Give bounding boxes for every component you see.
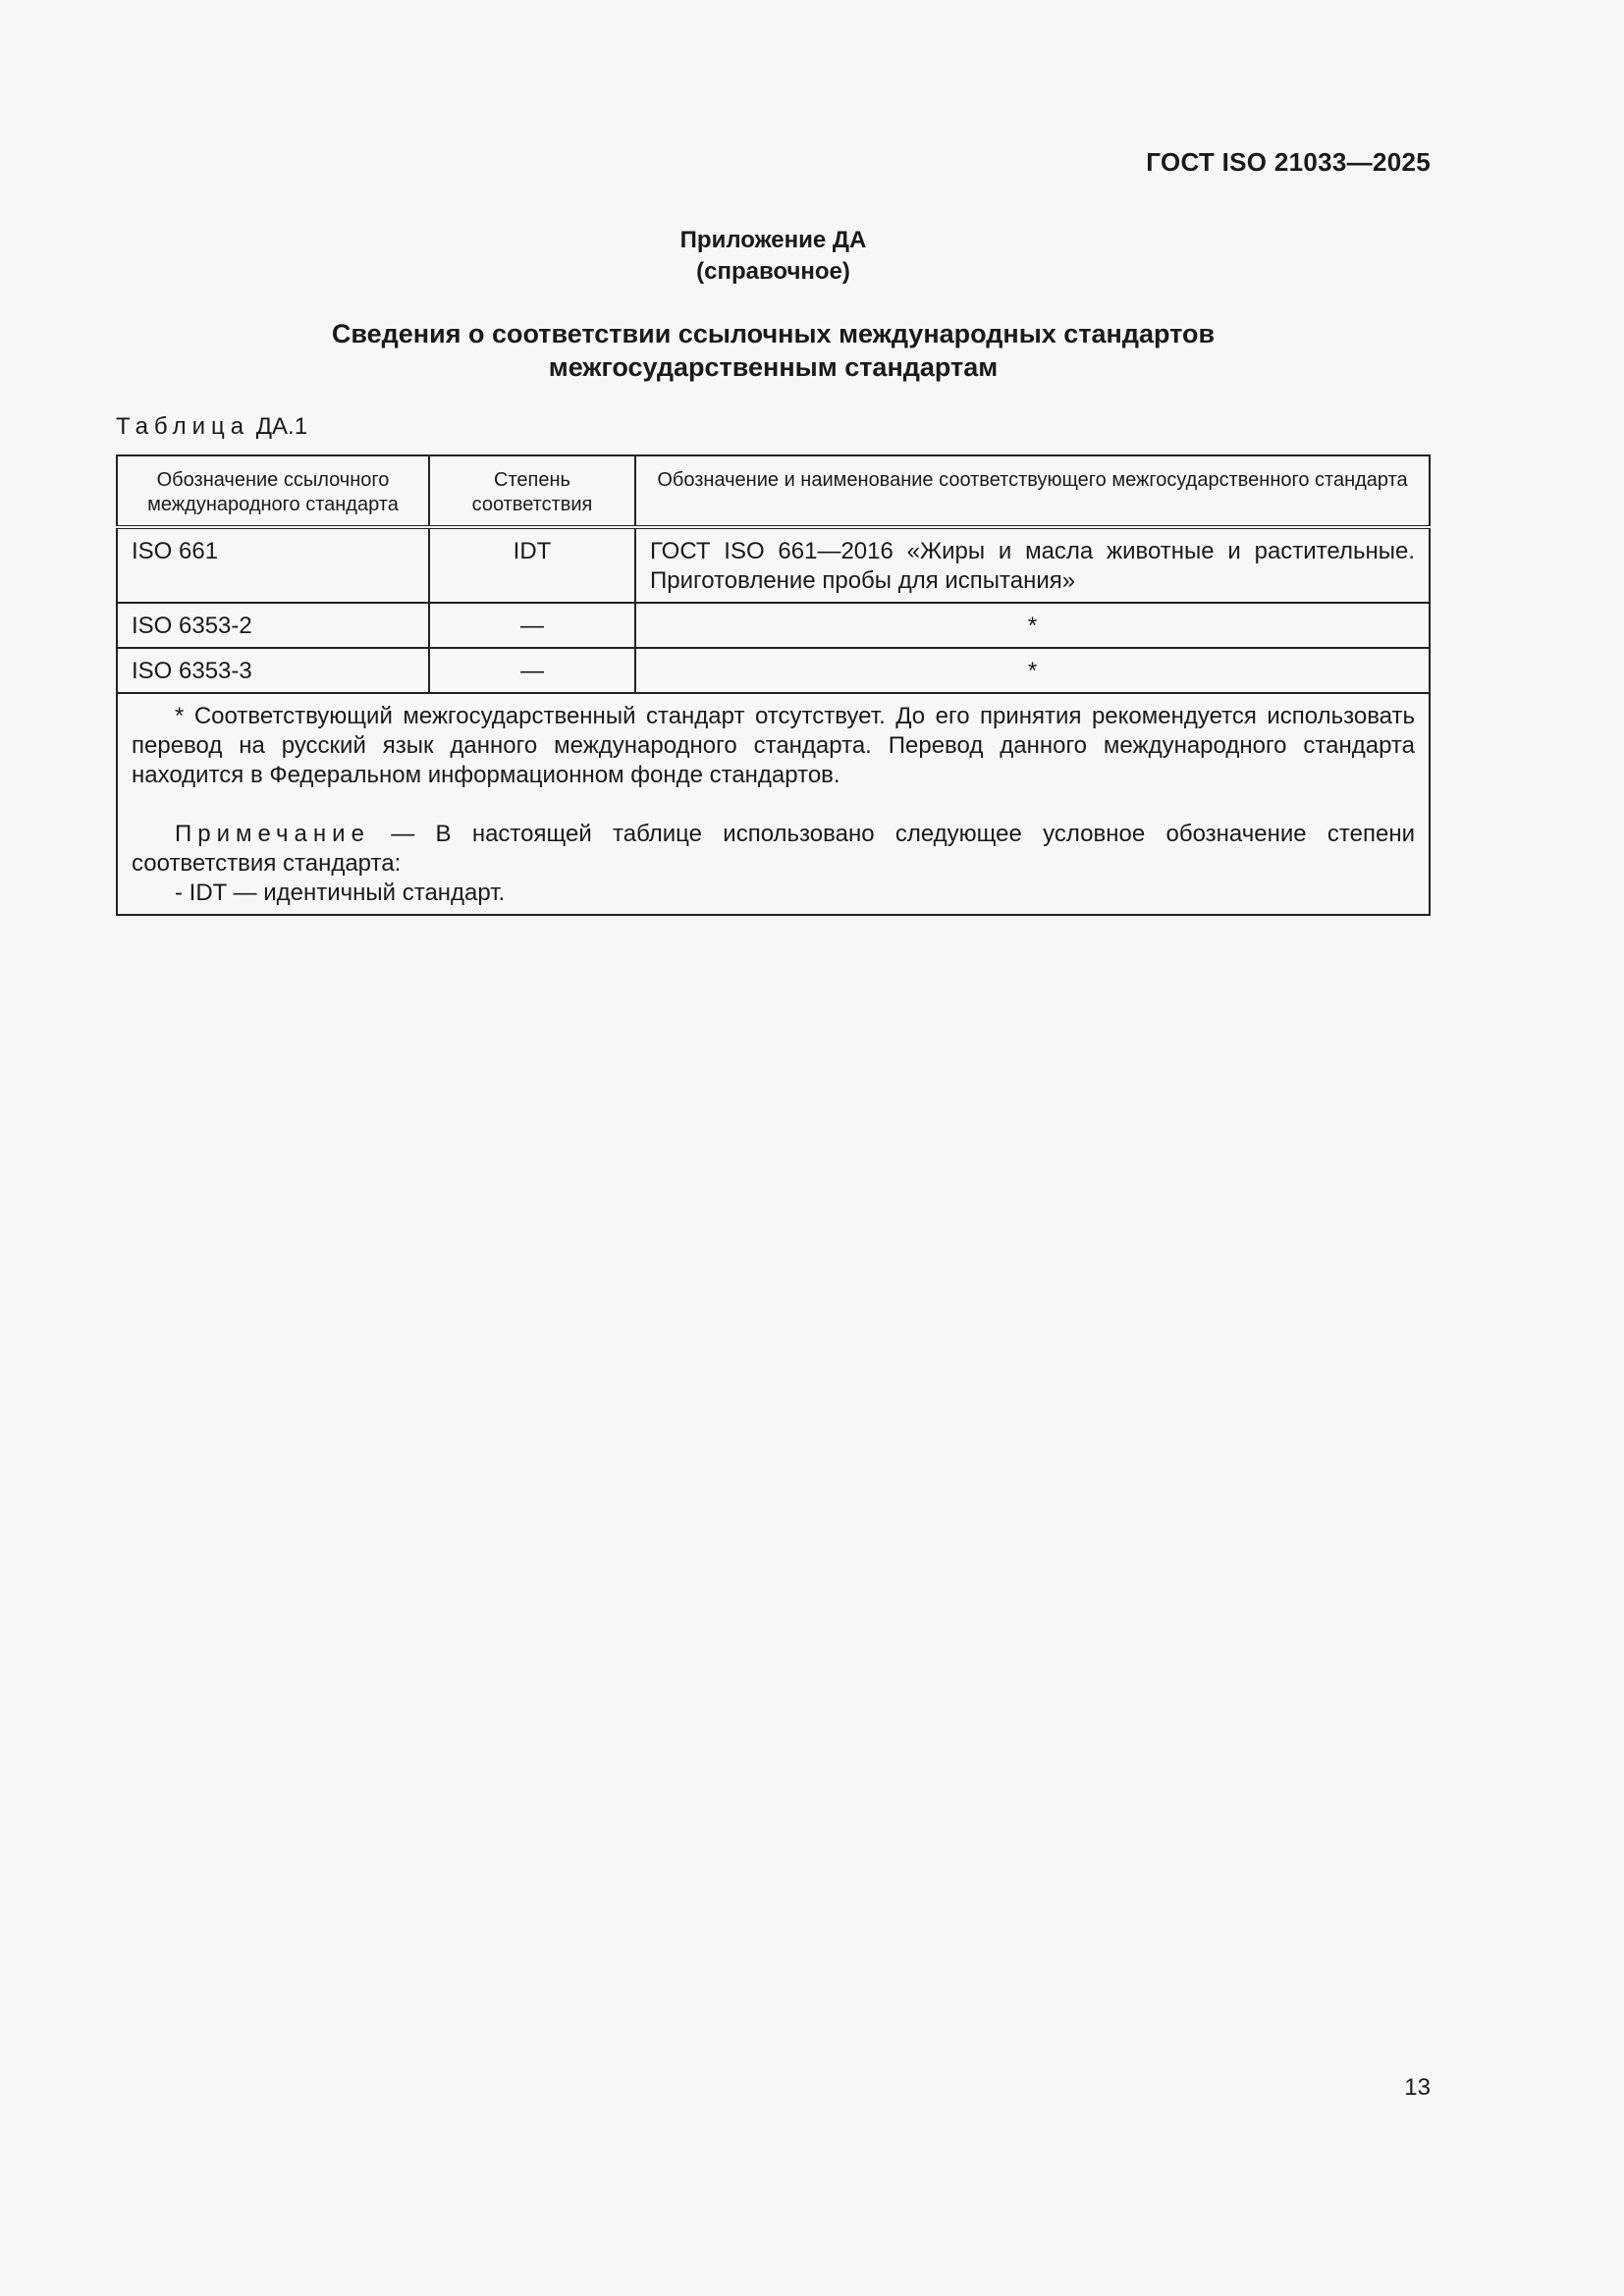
table-footer — [117, 693, 1430, 915]
cell-national-standard: ГОСТ ISO 661—2016 «Жиры и масла животные и растительные. Приготовление пробы для испытания» — [635, 527, 1430, 603]
section-title-line-2: межгосударственным стандартам — [548, 352, 999, 382]
cell-designation: ISO 661 — [117, 527, 429, 603]
note-label: Примечание — [175, 821, 370, 847]
table-footer-row — [117, 693, 1430, 915]
table-row — [117, 603, 1430, 648]
header-international-standard: Обозначение ссылочного международного стандарта — [117, 455, 429, 527]
standards-table — [116, 454, 1431, 916]
table-row — [117, 527, 1430, 603]
note-list-item: - IDT — идентичный стандарт. — [175, 880, 506, 906]
header-interstate-standard: Обозначение и наименование соответствующего межгосударственного стандарта — [635, 455, 1430, 527]
header-degree: Степень соответствия — [429, 455, 635, 527]
document-code: ГОСТ ISO 21033—2025 — [1146, 147, 1431, 177]
cell-degree: IDT — [429, 527, 635, 603]
section-title — [0, 317, 1546, 384]
table-footnote: * Соответствующий межгосударственный стандарт отсутствует. До его принятия рекомендуется использовать перевод на русский язык данного международного стандарта. Перевод данного международного стандарта находится в Федеральном информационном фонде стандартов. — [132, 703, 1415, 788]
cell-national-standard: * — [635, 648, 1430, 693]
table-caption — [116, 413, 307, 441]
cell-degree: — — [429, 648, 635, 693]
table-note — [132, 820, 1415, 879]
section-title-line-1: Сведения о соответствии ссылочных международных стандартов — [331, 319, 1216, 348]
appendix-kind: (справочное) — [696, 258, 850, 285]
table-row — [117, 648, 1430, 693]
note-text: — В настоящей таблице использовано следующее условное обозначение степени соответствия стандарта: — [132, 821, 1415, 877]
appendix-title: Приложение ДА — [679, 227, 867, 253]
page-number: 13 — [1404, 2074, 1431, 2101]
cell-designation: ISO 6353-3 — [117, 648, 429, 693]
cell-degree: — — [429, 603, 635, 648]
table-caption-label: Таблица — [116, 413, 250, 440]
cell-designation: ISO 6353-2 — [117, 603, 429, 648]
cell-national-standard: * — [635, 603, 1430, 648]
table-caption-number: ДА.1 — [255, 413, 308, 440]
table-header-row — [117, 455, 1430, 527]
